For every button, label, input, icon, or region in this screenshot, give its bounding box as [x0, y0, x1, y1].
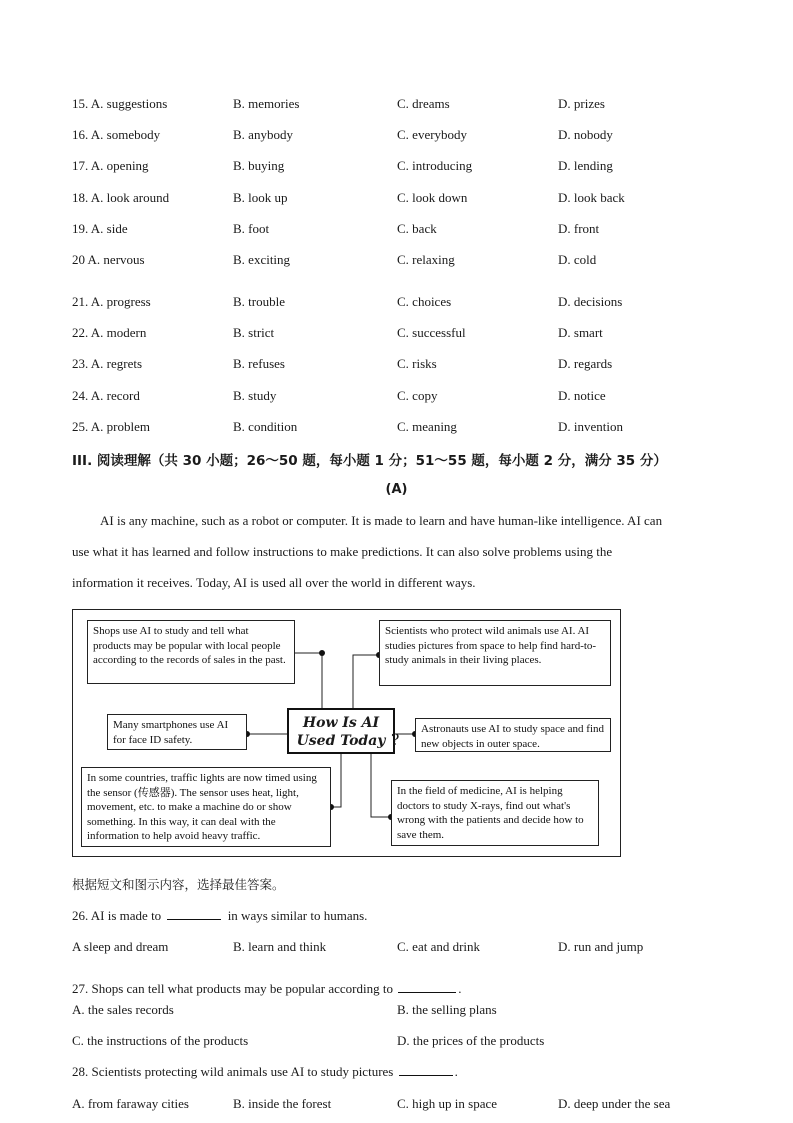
cloze-option-a[interactable]: 20 A. nervous	[72, 252, 145, 267]
cloze-option-b[interactable]: B. memories	[233, 96, 300, 111]
cloze-option-d[interactable]: D. smart	[558, 325, 603, 340]
cloze-option-b[interactable]: B. refuses	[233, 356, 285, 371]
cloze-option-a[interactable]: 17. A. opening	[72, 158, 149, 173]
diagram-title-line1: How Is AI	[302, 715, 380, 731]
cloze-option-b[interactable]: B. condition	[233, 419, 298, 434]
q27-stem-before: 27. Shops can tell what products may be popular according to	[72, 981, 393, 996]
cloze-option-d[interactable]: D. prizes	[558, 96, 605, 111]
q27-option-a[interactable]: A. the sales records	[72, 1002, 174, 1017]
diagram-title	[287, 708, 400, 754]
q26-option-a[interactable]: A sleep and dream	[72, 939, 169, 954]
astronauts-box: Astronauts use AI to study space and find new objects in outer space.	[415, 718, 611, 752]
cloze-row	[72, 157, 732, 175]
intro-line-1: AI is any machine, such as a robot or computer. It is made to learn and have human-like intelligence. AI can	[100, 513, 663, 528]
cloze-option-b[interactable]: B. study	[233, 388, 277, 403]
cloze-option-a[interactable]: 22. A. modern	[72, 325, 147, 340]
cloze-option-d[interactable]: D. decisions	[558, 294, 623, 309]
cloze-option-b[interactable]: B. anybody	[233, 127, 293, 142]
cloze-option-d[interactable]: D. cold	[558, 252, 597, 267]
q27-blank[interactable]	[398, 980, 456, 993]
cloze-option-d[interactable]: D. notice	[558, 388, 606, 403]
q28-stem-after: .	[454, 1064, 458, 1079]
ai-uses-diagram	[72, 609, 621, 857]
cloze-option-d[interactable]: D. front	[558, 221, 600, 236]
cloze-row	[72, 387, 732, 405]
medicine-box: In the field of medicine, AI is helping doctors to study X-rays, find out what's wrong with the patients and decide how to save them.	[391, 780, 599, 846]
cloze-option-c[interactable]: C. choices	[397, 294, 452, 309]
cloze-option-a[interactable]: 21. A. progress	[72, 294, 151, 309]
cloze-option-a[interactable]: 18. A. look around	[72, 190, 170, 205]
q26-option-d[interactable]: D. run and jump	[558, 939, 644, 954]
q26-stem-before: 26. AI is made to	[72, 908, 162, 923]
q28-stem-before: 28. Scientists protecting wild animals use AI to study pictures	[72, 1064, 394, 1079]
cloze-option-a[interactable]: 15. A. suggestions	[72, 96, 168, 111]
cloze-row	[72, 95, 732, 113]
question-27-stem	[72, 980, 732, 998]
cloze-option-c[interactable]: C. look down	[397, 190, 468, 205]
cloze-option-c[interactable]: C. successful	[397, 325, 466, 340]
cloze-row	[72, 355, 732, 373]
q28-option-c[interactable]: C. high up in space	[397, 1096, 498, 1111]
cloze-row	[72, 324, 732, 342]
q27-option-b[interactable]: B. the selling plans	[397, 1002, 497, 1017]
cloze-option-d[interactable]: D. invention	[558, 419, 623, 434]
cloze-option-b[interactable]: B. exciting	[233, 252, 291, 267]
traffic-box: In some countries, traffic lights are now timed using the sensor (传感器). The sensor uses heat, light, movement, etc. to make a machine do or show something. In this way, it can deal with the information to help avoid heavy traffic.	[81, 767, 331, 847]
cloze-option-c[interactable]: C. risks	[397, 356, 437, 371]
q27-option-d[interactable]: D. the prices of the products	[397, 1033, 545, 1048]
cloze-option-d[interactable]: D. lending	[558, 158, 613, 173]
cloze-row	[72, 418, 732, 436]
cloze-option-b[interactable]: B. foot	[233, 221, 270, 236]
phones-box: Many smartphones use AI for face ID safety.	[107, 714, 247, 750]
q26-option-b[interactable]: B. learn and think	[233, 939, 327, 954]
section-title: III. 阅读理解（共 30 小题；26～50 题，每小题 1 分；51～55 题，每小题 2 分，满分 35 分）	[72, 453, 667, 469]
cloze-option-c[interactable]: C. everybody	[397, 127, 468, 142]
q27-stem-after: .	[458, 981, 462, 996]
cloze-option-b[interactable]: B. buying	[233, 158, 285, 173]
question-28-options	[72, 1095, 732, 1113]
intro-line-2: use what it has learned and follow instructions to make predictions. It can also solve problems using the	[72, 544, 613, 559]
question-27-options-1	[72, 1001, 732, 1019]
question-26-options	[72, 938, 732, 956]
cloze-row	[72, 126, 732, 144]
cloze-option-a[interactable]: 19. A. side	[72, 221, 128, 236]
cloze-row	[72, 189, 732, 207]
question-27-options-2	[72, 1032, 732, 1050]
cloze-option-c[interactable]: C. introducing	[397, 158, 473, 173]
cloze-option-a[interactable]: 25. A. problem	[72, 419, 150, 434]
cloze-row	[72, 251, 732, 269]
passage-label: (A)	[385, 482, 408, 497]
question-26-stem	[72, 907, 732, 925]
q28-option-b[interactable]: B. inside the forest	[233, 1096, 332, 1111]
scientists-box: Scientists who protect wild animals use AI. AI studies pictures from space to help find hard-to-study animals in their living places.	[379, 620, 611, 686]
instruction: 根据短文和图示内容，选择最佳答案。	[72, 877, 285, 892]
q27-option-c[interactable]: C. the instructions of the products	[72, 1033, 249, 1048]
cloze-row	[72, 293, 732, 311]
q28-blank[interactable]	[399, 1063, 453, 1076]
cloze-option-a[interactable]: 24. A. record	[72, 388, 140, 403]
q28-option-a[interactable]: A. from faraway cities	[72, 1096, 189, 1111]
cloze-option-d[interactable]: D. regards	[558, 356, 613, 371]
q26-blank[interactable]	[167, 907, 221, 920]
cloze-option-b[interactable]: B. strict	[233, 325, 275, 340]
cloze-option-d[interactable]: D. look back	[558, 190, 625, 205]
diagram-title-line2: Used Today	[296, 733, 386, 749]
diagram-title-mark: ?	[390, 730, 400, 749]
cloze-option-d[interactable]: D. nobody	[558, 127, 613, 142]
cloze-option-c[interactable]: C. back	[397, 221, 437, 236]
q28-option-d[interactable]: D. deep under the sea	[558, 1096, 671, 1111]
cloze-option-c[interactable]: C. dreams	[397, 96, 450, 111]
q26-option-c[interactable]: C. eat and drink	[397, 939, 481, 954]
cloze-option-a[interactable]: 16. A. somebody	[72, 127, 161, 142]
cloze-option-c[interactable]: C. relaxing	[397, 252, 455, 267]
cloze-option-a[interactable]: 23. A. regrets	[72, 356, 143, 371]
cloze-option-b[interactable]: B. look up	[233, 190, 288, 205]
question-28-stem	[72, 1063, 732, 1081]
cloze-row	[72, 220, 732, 238]
q26-stem-after: in ways similar to humans.	[227, 908, 368, 923]
shops-box: Shops use AI to study and tell what products may be popular with local people according to the records of sales in the past.	[87, 620, 295, 684]
cloze-option-b[interactable]: B. trouble	[233, 294, 285, 309]
cloze-option-c[interactable]: C. meaning	[397, 419, 457, 434]
cloze-option-c[interactable]: C. copy	[397, 388, 438, 403]
intro-line-3: information it receives. Today, AI is used all over the world in different ways.	[72, 575, 476, 590]
